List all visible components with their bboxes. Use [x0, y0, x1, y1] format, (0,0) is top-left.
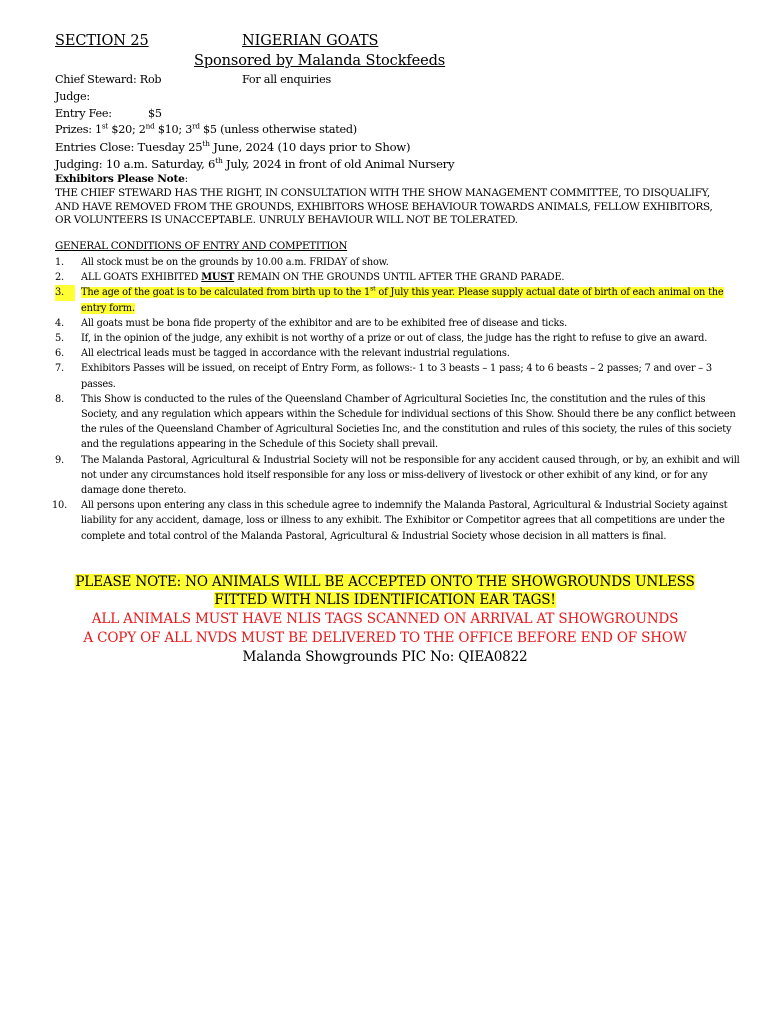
exhibitors-note-text: THE CHIEF STEWARD HAS THE RIGHT, IN CONSULTATION WITH THE SHOW MANAGEMENT COMMITTEE, TO DISQUALIFY, AND HAVE REMOVED FROM THE GROUNDS, EXHIBITORS WHOSE BEHAVIOUR TOWARDS ANIMALS, FELLOW EXHIBITORS, OR VOLUNTEERS IS UNACCEPTABLE. UNRULY BEHAVIOUR WILL NOT BE TOLERATED.: [55, 187, 713, 226]
section-title: NIGERIAN GOATS: [242, 33, 379, 49]
prizes-line: Prizes: 1st $20; 2nd $10; 3rd $5 (unless otherwise stated): [55, 121, 357, 136]
list-item: 7. Exhibitors Passes will be issued, on receipt of Entry Form, as follows:- 1 to 3 beasts – 1 pass; 4 to 6 beasts – 2 passes; 7 and over – 3 passes.: [55, 363, 712, 390]
entries-close-line: Entries Close: Tuesday 25th June, 2024 (10 days prior to Show): [55, 139, 411, 154]
entry-fee-value: $5: [148, 107, 162, 120]
list-item: 8. This Show is conducted to the rules of the Queensland Chamber of Agricultural Societies Inc, the constitution and the rules of this Society, and any regulation which appears within the Schedule for individual sections of this Show. Should there be any conflict between the rules of the Queensland Chamber of Agricultural Societies Inc, and the constitution and rules of this society, the rules of this society and the regulations appearing in the Schedule of this Society shall prevail.: [55, 393, 736, 451]
list-item: 2. ALL GOATS EXHIBITED MUST REMAIN ON THE GROUNDS UNTIL AFTER THE GRAND PARADE.: [55, 272, 565, 284]
list-item: 5. If, in the opinion of the judge, any exhibit is not worthy of a prize or out of class, the judge has the right to refuse to give an award.: [55, 333, 708, 345]
list-item: 1. All stock must be on the grounds by 10.00 a.m. FRIDAY of show.: [55, 257, 389, 268]
section-number: SECTION 25: [55, 33, 149, 49]
judging-line: Judging: 10 a.m. Saturday, 6th July, 2024 in front of old Animal Nursery: [55, 156, 455, 171]
list-item: 6. All electrical leads must be tagged in accordance with the relevant industrial regulations.: [55, 348, 510, 360]
conditions-heading: GENERAL CONDITIONS OF ENTRY AND COMPETITION: [55, 240, 348, 252]
nlis-notice: ALL ANIMALS MUST HAVE NLIS TAGS SCANNED ON ARRIVAL AT SHOWGROUNDS: [91, 611, 679, 627]
enquiries-label: For all enquiries: [242, 73, 331, 86]
please-note-line-1: PLEASE NOTE: NO ANIMALS WILL BE ACCEPTED ONTO THE SHOWGROUNDS UNLESS: [75, 574, 695, 590]
exhibitors-note-heading: Exhibitors Please Note:: [55, 173, 188, 185]
list-item: 4. All goats must be bona fide property of the exhibitor and are to be exhibited free of disease and ticks.: [55, 317, 568, 329]
chief-steward: Chief Steward: Rob: [55, 73, 162, 86]
emphasis-must: MUST: [201, 272, 235, 284]
judge-label: Judge:: [55, 90, 90, 103]
sponsor-line: Sponsored by Malanda Stockfeeds: [194, 53, 446, 69]
list-item: 10. All persons upon entering any class in this schedule agree to indemnify the Malanda Pastoral, Agricultural & Industrial Society against liability for any accident, damage, loss or illness to any exhibit. The Exhibitor or Competitor agrees that all competitions are under the complete and total control of the Malanda Pastoral, Agricultural & Industrial Society whose decision in all matters is final.: [52, 500, 728, 542]
nvds-notice: A COPY OF ALL NVDS MUST BE DELIVERED TO THE OFFICE BEFORE END OF SHOW: [83, 630, 687, 646]
list-item-highlighted: 3. The age of the goat is to be calculated from birth up to the 1st of July this year. Please supply actual date of birth of each animal on the entry form.: [55, 285, 724, 314]
pic-number: Malanda Showgrounds PIC No: QIEA0822: [242, 649, 528, 665]
please-note-line-2: FITTED WITH NLIS IDENTIFICATION EAR TAGS!: [214, 592, 556, 608]
entry-fee-label: Entry Fee:: [55, 107, 112, 120]
conditions-list: [52, 255, 740, 544]
list-item: 9. The Malanda Pastoral, Agricultural & Industrial Society will not be responsible for any accident caused through, or by, an exhibit and will not under any circumstances hold itself responsible for any loss or miss-delivery of livestock or other exhibit of any kind, or for any damage done thereto.: [55, 454, 740, 497]
